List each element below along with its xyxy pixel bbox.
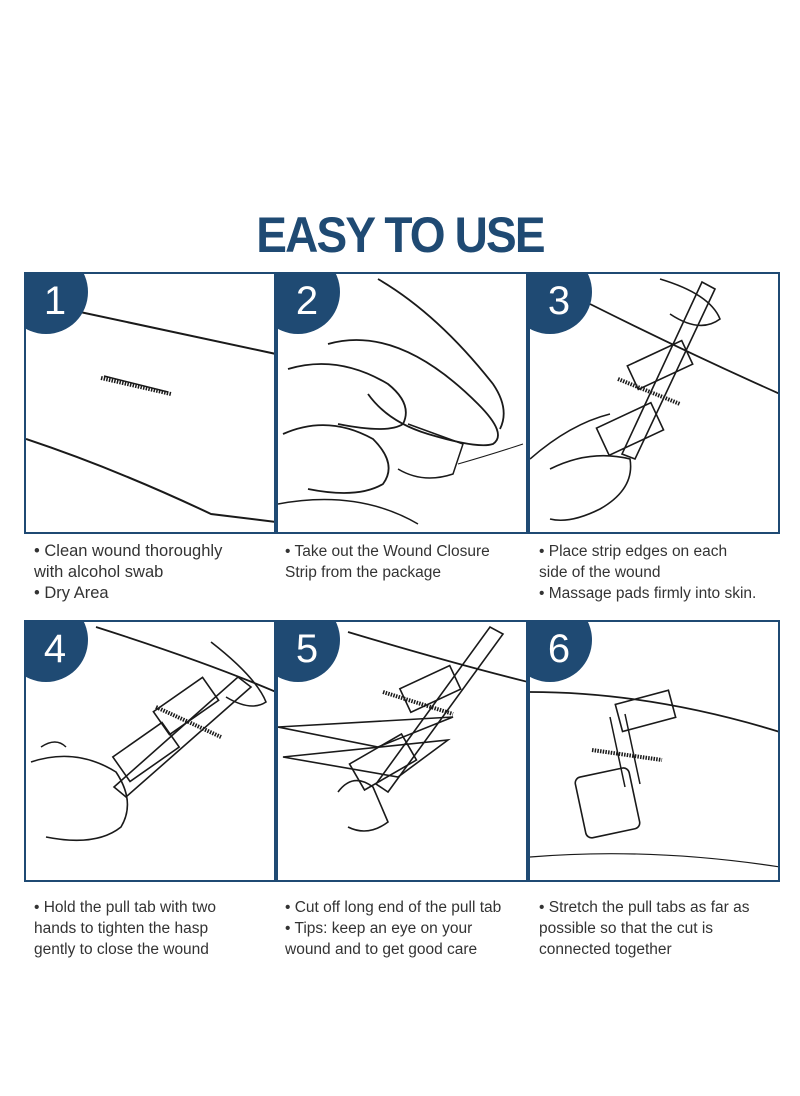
page-title: EASY TO USE xyxy=(256,207,544,263)
step-4-caption xyxy=(34,897,289,960)
caption-line: connected together xyxy=(539,941,672,958)
step-5-number: 5 xyxy=(295,627,319,671)
caption-line: possible so that the cut is xyxy=(539,920,714,937)
caption-line: gently to close the wound xyxy=(34,941,209,958)
step-5-panel xyxy=(276,620,528,882)
step-1-caption xyxy=(34,541,289,604)
step-2-panel xyxy=(276,272,528,534)
caption-line: • Clean wound thoroughly xyxy=(34,542,223,560)
step-1-badge xyxy=(24,272,88,334)
caption-line: side of the wound xyxy=(539,564,661,581)
step-3-caption xyxy=(539,541,794,604)
caption-line: Strip from the package xyxy=(285,564,441,581)
caption-line: • Stretch the pull tabs as far as xyxy=(539,899,750,916)
step-3-badge xyxy=(528,272,592,334)
step-6-number: 6 xyxy=(547,627,571,671)
caption-line: • Hold the pull tab with two xyxy=(34,899,217,916)
step-3-panel xyxy=(528,272,780,534)
step-3-number: 3 xyxy=(547,279,571,323)
step-1-panel xyxy=(24,272,276,534)
caption-line: • Dry Area xyxy=(34,584,109,602)
caption-line: • Massage pads firmly into skin. xyxy=(539,585,757,602)
step-1-number: 1 xyxy=(43,279,67,323)
step-6-badge xyxy=(528,620,592,682)
caption-line: • Take out the Wound Closure xyxy=(285,543,490,560)
caption-line: wound and to get good care xyxy=(285,941,478,958)
step-5-caption xyxy=(285,897,540,960)
step-2-number: 2 xyxy=(295,279,319,323)
step-2-badge xyxy=(276,272,340,334)
caption-line: hands to tighten the hasp xyxy=(34,920,209,937)
step-4-number: 4 xyxy=(43,627,67,671)
caption-line: with alcohol swab xyxy=(34,563,164,581)
step-2-caption xyxy=(285,541,540,583)
caption-line: • Tips: keep an eye on your xyxy=(285,920,473,937)
step-6-caption xyxy=(539,897,794,960)
step-6-panel xyxy=(528,620,780,882)
step-4-panel xyxy=(24,620,276,882)
step-4-badge xyxy=(24,620,88,682)
caption-line: • Place strip edges on each xyxy=(539,543,728,560)
caption-line: • Cut off long end of the pull tab xyxy=(285,899,502,916)
step-5-badge xyxy=(276,620,340,682)
